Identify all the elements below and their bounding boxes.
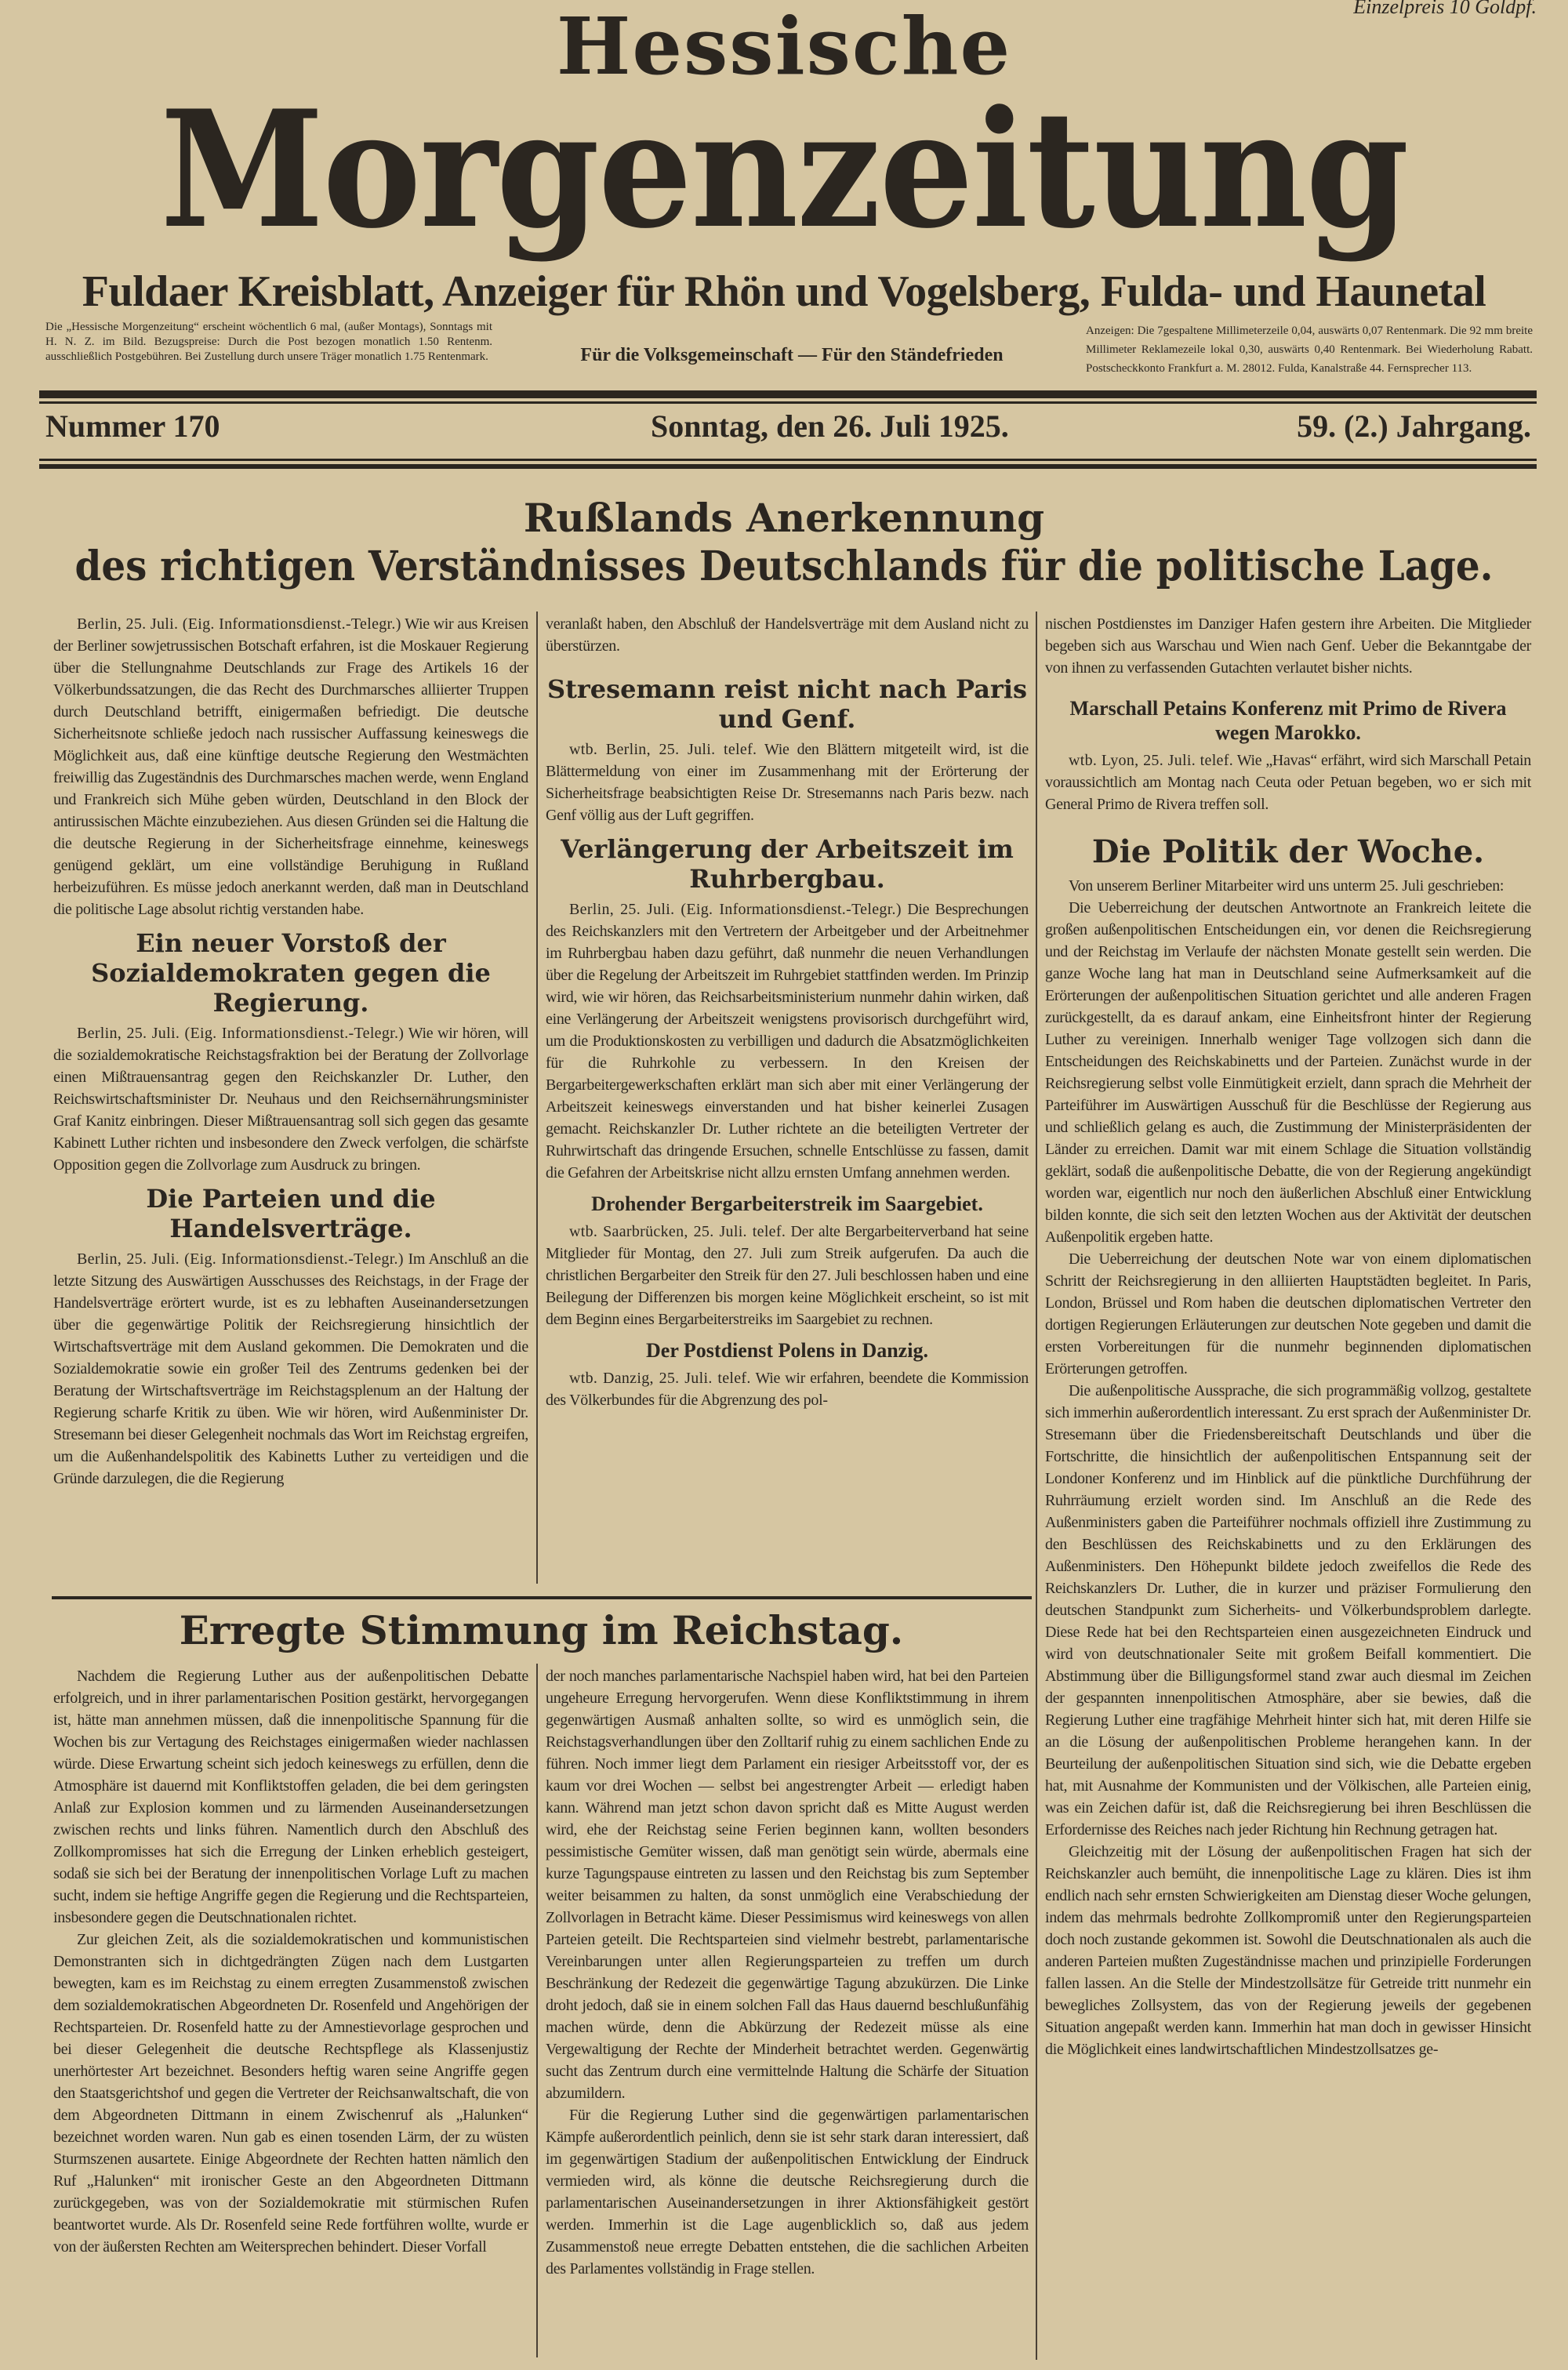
article-danzig-continued: nischen Postdienstes im Danziger Hafen gestern ihre Arbeiten. Die Mitglieder begeben sich aus Warschau und Wien nach Genf. Ueber die Bekanntgabe der von ihnen zu verfassenden Gutachten verlautet bisher nichts. bbox=[1045, 615, 1531, 677]
masthead-title: Morgenzeitung bbox=[160, 76, 1408, 264]
article-text: Wie wir hören, will die sozialdemokratische Reichstagsfraktion bei der Beratung der Zollvorlage einen Mißtrauensantrag gegen den Reichskanzler Dr. Luther, den Reichswirtschaftsminister Dr. Neuhaus und den Reichsernährungsminister Graf Kanitz einbringen. Dieser Mißtrauensantrag soll sich gegen das gesamte Kabinett Luther richten und insbesondere den Zweck verfolgen, die schärfste Opposition gegen die Zollvorlage zum Ausdruck zu bringen. bbox=[53, 1025, 529, 1174]
masthead-title-top: Hessische bbox=[556, 0, 1012, 93]
price-label: Einzelpreis 10 Goldpf. bbox=[1353, 0, 1537, 18]
article-paragraph: Zur gleichen Zeit, als die sozialdemokratischen und kommunistischen Demonstranten sich in dichtgedrängten Zügen nach dem Lustgarten bewegten, kam es im Reichstag zu einem erregten Zusammenstoß zwischen dem sozialdemokratischen Abgeordneten Dr. Rosenfeld und Angehörigen der Rechtsparteien. Dr. Rosenfeld hatte zu der Amnestievorlage gesprochen und bei dieser Gelegenheit die deutsche Rechtspflege als Klassenjustiz unerhörtester Art bezeichnet. Besonders heftig waren seine Angriffe gegen den Staatsgerichtshof und gegen die Vertreter der Reichsanwaltschaft, die von dem Abgeordneten Dittmann in einem Zwischenruf als „Halunken“ bezeichnet worden waren. Nun gab es einen tosenden Lärm, der zu wüsten Sturmszenen ausartete. Einige Abgeordnete der Rechten hatten nämlich den Ruf „Halunken“ mit ironischer Geste an den Abgeordneten Dittmann zurückgegeben, was von der Sozialdemokratie mit stürmischen Rufen beantwortet wurde. Als Dr. Rosenfeld seine Rede fortführen wollte, wurde er von der äußersten Rechten am Weitersprechen behindert. Dieser Vorfall bbox=[53, 1931, 528, 2256]
article-text: Wie wir erfahren, beendete die Kommission des Völkerbundes für die Abgrenzung des pol- bbox=[546, 1370, 1029, 1409]
lead-article-body bbox=[53, 613, 528, 920]
headline-petain: Marschall Petains Konferenz mit Primo de Rivera wegen Marokko. bbox=[1069, 697, 1507, 744]
article-text: Im Anschluß an die letzte Sitzung des Auswärtigen Ausschusses des Reichstags, in der Frage der Handelsverträge erörtert wurde, ist es zu lebhaften Auseinandersetzungen über die gegenwärtige Politik der Reichsregierung hinsichtlich der Wirtschaftsverträge mit dem Ausland gekommen. Die Demokraten und die Sozialdemokratie sowie ein großer Teil des Zentrums gedenken bei der Beratung der Wirtschaftsverträge im Reichstagsplenum an der Haltung der Regierung scharfe Kritik zu üben. Wie wir hören, wird Außenminister Dr. Stresemann bei dieser Gelegenheit nochmals das Wort im Reichstag ergreifen, um die Außenhandelspolitik des Kabinetts Luther zu verteidigen und die Gründe darzulegen, die die Regierung bbox=[53, 1250, 529, 1487]
article-paragraph: Die Ueberreichung der deutschen Antwortnote an Frankreich leitete die großen außenpolitischen Entscheidungen ein, vor denen die Reichsregierung und der Reichstag im Verlaufe der nächsten Monate gestellt sein werden. Die ganze Woche lang hat man in Deutschland seine Aufmerksamkeit auf die Erörterungen der außenpolitischen Situation gerichtet und alle anderen Fragen zurückgestellt, da es darauf ankam, eine Einheitsfront hinter der Regierung Luther zu vereinigen. Innerhalb weniger Tage vollzogen sich dann die Entscheidungen des Reichskabinetts und der Parteien. Zunächst wurde in der Reichsregierung selbst volle Einmütigkeit erzielt, dann sprach die Mehrheit der Parteiführer im Auswärtigen Ausschuß für die Beschlüsse der Regierung aus und schließlich gelang es auch, die Zustimmung der Ministerpräsidenten der Länder zu erreichen. Damit war mit einem Schlage die Situation vollständig geklärt, sodaß die außenpolitische Debatte, die von der Regierung angekündigt worden war, eigentlich nur noch den äußerlichen Abschluß einer Entwicklung bilden konnte, die sich seit den letzten Wochen aus der Aktivität der deutschen Außenpolitik ergeben hatte. bbox=[1045, 899, 1531, 1246]
headline-politik-der-woche: Die Politik der Woche. bbox=[1091, 833, 1485, 870]
dateline-rule bbox=[39, 459, 1537, 461]
article-text: Wie den Blättern mitgeteilt wird, ist die Blättermeldung von einer im Zusammenhang mit der Erörterung der Sicherheitsfrage beabsichtigten Reise Dr. Stresemanns nach Paris bezw. nach Genf völlig aus der Luft gegriffen. bbox=[546, 741, 1029, 824]
lead-text: Wie wir aus Kreisen der Berliner sowjetrussischen Botschaft erfahren, ist die Moskauer Regierung über die Stellungnahme Deutschlands zur Frage des Artikels 16 der Völkerbundssatzungen, die das Recht des Durchmarsches alliierter Truppen durch Deutschland betrifft, einigermaßen befriedigt. Die deutsche Sicherheitsnote schließe jedoch nach russischer Auffassung keineswegs die Möglichkeit aus, daß eine künftige deutsche Regierung den Westmächten freiwillig das Zugeständnis des Durchmarsches machen werde, wenn England und Frankreich sich Mühe geben würden, Deutschland in den Block der antirussischen Mächte einzubeziehen. Aus diesen Gründen sei die Haltung die die deutsche Regierung in der Sicherheitsfrage einnehme, keineswegs genügend geklärt, um eine vollständige Beruhigung in Rußland herbeizuführen. Es müsse jedoch anerkannt werden, daß man in Deutschland die politische Lage absolut richtig verstanden habe. bbox=[53, 615, 529, 918]
article-dateline: wtb. Saarbrücken, 25. Juli. telef. bbox=[569, 1223, 786, 1240]
lead-headline-line-2: des richtigen Verständnisses Deutschlands für die politische Lage. bbox=[74, 543, 1494, 590]
article-petain bbox=[1045, 749, 1531, 815]
dateline-rule-thick bbox=[39, 464, 1537, 469]
article-text: Wie „Havas“ erfährt, wird sich Marschall Petain voraussichtlich am Montag nach Ceuta oder Petuan begeben, wo er sich mit General Primo de Rivera treffen soll. bbox=[1045, 752, 1531, 813]
column-1 bbox=[53, 613, 528, 1490]
headline-stresemann: Stresemann reist nicht nach Paris und Genf. bbox=[546, 674, 1027, 734]
article-sozialdemokraten bbox=[53, 1022, 528, 1176]
masthead-subtitle: Fuldaer Kreisblatt, Anzeiger für Rhön und Vogelsberg, Fulda- und Haunetal bbox=[82, 267, 1486, 316]
advertising-info: Anzeigen: Die 7gespaltene Millimeterzeile 0,04, auswärts 0,07 Rentenmark. Die 92 mm breite Millimeter Reklamezeile lokal 0,30, auswärts 0,40 Rentenmark. Bei Wiederholung Rabatt. Postscheckkonto Frankfurt a. M. 28012. Fulda, Kanalstraße 44. Fernsprecher 113. bbox=[1086, 325, 1533, 375]
column-3 bbox=[1045, 613, 1531, 2060]
headline-reichstag: Erregte Stimmung im Reichstag. bbox=[179, 1607, 904, 1653]
column-divider bbox=[536, 1664, 538, 2357]
article-handelsvertraege bbox=[53, 1248, 528, 1490]
issue-date: Sonntag, den 26. Juli 1925. bbox=[651, 408, 1009, 444]
article-dateline: wtb. Berlin, 25. Juli. telef. bbox=[569, 741, 757, 758]
lead-dateline: Berlin, 25. Juli. (Eig. Informationsdienst.-Telegr.) bbox=[77, 615, 401, 633]
article-dateline: Berlin, 25. Juli. (Eig. Informationsdienst.-Telegr.) bbox=[77, 1025, 405, 1042]
masthead-rule-thin bbox=[39, 401, 1537, 404]
section-rule bbox=[52, 1596, 1032, 1599]
issue-number: Nummer 170 bbox=[45, 408, 220, 444]
article-saargebiet bbox=[546, 1221, 1029, 1330]
article-dateline: Berlin, 25. Juli. (Eig. Informationsdienst.-Telegr.) bbox=[77, 1250, 404, 1268]
article-dateline: wtb. Danzig, 25. Juli. telef. bbox=[569, 1370, 751, 1387]
column-divider bbox=[536, 612, 538, 1584]
headline-danzig: Der Postdienst Polens in Danzig. bbox=[646, 1339, 928, 1362]
column-divider bbox=[1036, 612, 1037, 2360]
issue-dateline bbox=[45, 408, 1531, 455]
lead-headline bbox=[0, 494, 1568, 591]
article-handelsvertraege-continued: veranlaßt haben, den Abschluß der Handelsverträge mit dem Ausland nicht zu überstürzen. bbox=[546, 615, 1029, 655]
lead-headline-line-1: Rußlands Anerkennung bbox=[523, 495, 1045, 541]
article-dateline: wtb. Lyon, 25. Juli. telef. bbox=[1069, 752, 1233, 769]
article-danzig bbox=[546, 1367, 1029, 1411]
masthead-rule bbox=[39, 390, 1537, 398]
article-text: Die Besprechungen des Reichskanzlers mit den Vertretern der Arbeitgeber und der Arbeitnehmer im Ruhrbergbau haben dazu geführt, daß nunmehr die neuen Verhandlungen über die Regelung der Arbeitszeit im Ruhrgebiet stattfinden werden. Im Prinzip wird, wie wir hören, das Reichsarbeitsministerium nunmehr dahin wirken, daß eine Verlängerung der Arbeitszeit wenigstens provisorisch durchgeführt wird, um die Produktionskosten zu verbilligen und dadurch die Absatzmöglichkeiten für die Ruhrkohle zu verbessern. In den Kreisen der Bergarbeitergewerkschaften erklärt man sich aber mit einer Verlängerung der Arbeitszeit keineswegs einverstanden und hat bisher keinerlei Zusagen gemacht. Reichskanzler Dr. Luther richtete an die beteiligten Vertreter der Ruhrwirtschaft das dringende Ersuchen, schnelle Entschlüsse zu fassen, damit die Gefahren der Arbeitskrise nicht allzu ernsten Umfang annehmen werden. bbox=[546, 901, 1029, 1181]
headline-saargebiet: Drohender Bergarbeiterstreik im Saargebiet. bbox=[591, 1192, 983, 1215]
headline-sozialdemokraten: Ein neuer Vorstoß der Sozialdemokraten gegen die Regierung. bbox=[91, 928, 491, 1018]
article-paragraph: Die Ueberreichung der deutschen Note war von einem diplomatischen Schritt der Reichsregierung in den alliierten Hauptstädten begleitet. In Paris, London, Brüssel und Rom haben die deutschen diplomatischen Vertreter den dortigen Regierungen Erläuterungen zur deutschen Note gegeben und damit die ersten Vorbereitungen für die nunmehr beginnenden diplomatischen Erörterungen getroffen. bbox=[1045, 1250, 1531, 1377]
article-paragraph: Die außenpolitische Aussprache, die sich programmäßig vollzog, gestaltete sich immerhin außerordentlich interessant. Zu erst sprach der Außenminister Dr. Stresemann über die Friedensbereitschaft Deutschlands und über die Fortschritte, die hinsichtlich der außenpolitischen Entspannung seit der Londoner Konferenz und im Hinblick auf die pünktliche Durchführung der Ruhrräumung erzielt worden sind. Im Anschluß an die Rede des Außenministers gaben die Parteiführer nochmals offiziell ihre Zustimmung zu den Beschlüssen des Reichskabinetts und zu den Erklärungen des Außenministers. Den Höhepunkt bildete jedoch zweifellos die Rede des Reichskanzlers Dr. Luther, die in kurzer und präziser Formulierung den deutschen Standpunkt zum Sicherheits- und Völkerbundsproblem darlegte. Diese Rede hat bei den Rechtsparteien einen ausgezeichneten Eindruck und wird von deutschnationaler Seite mit großem Beifall kommentiert. Die Abstimmung über die Billigungsformel stand zwar auch diesmal im Zeichen der gespannten innenpolitischen Atmosphäre, aber sie bewies, daß die Regierung Luther eine tragfähige Mehrheit hinter sich hat, mit deren Hilfe sie an die Lösung der außenpolitischen Probleme herangehen kann. In der Beurteilung der außenpolitischen Situation sind sich, wie die Debatte ergeben hat, mit Ausnahme der Kommunisten und der Völkischen, alle Parteien einig, was ein Zeichen dafür ist, daß die Reichsregierung bei ihren Beschlüssen die Erfordernisse des Reiches nach jeder Richtung hin Rechnung getragen hat. bbox=[1045, 1382, 1531, 1838]
article-paragraph: Nachdem die Regierung Luther aus der außenpolitischen Debatte erfolgreich, und in ihrer parlamentarischen Position gestärkt, hervorgegangen ist, hätte man annehmen müssen, daß die innenpolitische Spannung für die Wochen bis zur Vertagung des Reichstages einigermaßen wieder nachlassen würde. Diese Erwartung scheint sich jedoch keineswegs zu erfüllen, denn die Atmosphäre ist dauernd mit Konfliktstoffen geladen, die bei dem geringsten Anlaß zur Explosion kommen und zu lärmenden Auseinandersetzungen zwischen rechts und links führen. Namentlich durch den Abschluß des Zollkompromisses hat sich die Erregung der Linken erheblich gesteigert, sodaß sie sich bei der Beratung der innenpolitischen Vorlage Luft zu machen sucht, indem sie heftige Angriffe gegen die Regierung und die Rechtsparteien, insbesondere gegen die Deutschnationalen richtet. bbox=[53, 1668, 528, 1926]
article-paragraph: Gleichzeitig mit der Lösung der außenpolitischen Fragen hat sich der Reichskanzler auch bemüht, die innenpolitische Lage zu klären. Dies ist ihm endlich nach sehr ernsten Schwierigkeiten am Dienstag dieser Woche gelungen, indem das mehrmals bedrohte Zollkompromiß unter den Regierungsparteien doch noch zustande gekommen ist. Sowohl die Deutschnationalen als auch die anderen Parteien mußten Zugeständnisse machen und prinzipielle Forderungen fallen lassen. An die Stelle der Mindestzollsätze für Getreide tritt nunmehr ein bewegliches Zollsystem, das von der Regierung jeweils der gegebenen Situation angepaßt werden kann. Immerhin hat man doch in gewisser Hinsicht die Möglichkeit eines landwirtschaftlichen Mindestzollsatzes ge- bbox=[1045, 1843, 1531, 2058]
article-dateline: Berlin, 25. Juli. (Eig. Informationsdienst.-Telegr.) bbox=[569, 901, 902, 918]
issue-volume: 59. (2.) Jahrgang. bbox=[1297, 408, 1531, 444]
article-ruhrbergbau bbox=[546, 898, 1029, 1184]
article-paragraph: Für die Regierung Luther sind die gegenwärtigen parlamentarischen Kämpfe außerordentlich peinlich, denn sie ist sehr stark daran interessiert, daß im gegenwärtigen Stadium der außenpolitischen Entwicklung der Eindruck vermieden wird, als könne die deutsche Reichsregierung durch die parlamentarischen Auseinandersetzungen in ihrer Aktionsfähigkeit gestört werden. Immerhin ist die Lage augenblicklich so, daß aus jedem Zusammenstoß neue erregte Debatten entstehen, die die sachlichen Arbeiten des Parlamentes vollständig in Frage stellen. bbox=[546, 2107, 1029, 2277]
reichstag-column-1 bbox=[53, 1665, 528, 2258]
column-2 bbox=[546, 613, 1029, 1411]
motto: Für die Volksgemeinschaft — Für den Ständefrieden bbox=[580, 345, 1004, 365]
article-paragraph: der noch manches parlamentarische Nachspiel haben wird, hat bei den Parteien ungeheure Erregung hervorgerufen. Wenn diese Konfliktstimmung in ihrem gegenwärtigen Ausmaß anhalten sollte, so wird es unmöglich sein, die Reichstagsverhandlungen über den Zolltarif ruhig zu einem sachlichen Ende zu führen. Noch immer liegt dem Parlament ein riesiger Arbeitsstoff vor, der es kaum vor drei Wochen — selbst bei angestrengter Arbeit — erledigt haben kann. Während man jetzt schon davon spricht daß es Mitte August werden wird, ehe der Reichstag seine Ferien beginnen kann, wollten besonders pessimistische Gemüter wissen, daß man genötigt sein würde, abermals eine kurze Tagungspause eintreten zu lassen und den Reichstag bis zum September weiter beisammen zu halten, da sonst unmöglich eine Verabschiedung der Zollvorlagen in Betracht käme. Dieser Pessimismus wird keineswegs von allen Parteien geteilt. Die Rechtsparteien sind vielmehr bestrebt, parlamentarische Vereinbarungen unter allen Regierungsparteien zu treffen um durch Beschränkung der Redezeit die gegenwärtige Tagung abzukürzen. Die Linke droht jedoch, daß sie in einem solchen Fall das Haus dauernd beschlußunfähig machen würde, denn die Abkürzung der Redezeit müsse als eine Vergewaltigung der Rechte der Minderheit betrachtet werden. Gegenwärtig sucht das Zentrum durch eine vermittelnde Haltung die Schärfe der Situation abzumildern. bbox=[546, 1668, 1029, 2102]
article-stresemann bbox=[546, 739, 1029, 826]
article-byline: Von unserem Berliner Mitarbeiter wird uns unterm 25. Juli geschrieben: bbox=[1069, 877, 1504, 895]
reichstag-column-2 bbox=[546, 1665, 1029, 2280]
headline-handelsvertraege: Die Parteien und die Handelsverträge. bbox=[146, 1184, 436, 1243]
headline-ruhrbergbau: Verlängerung der Arbeitszeit im Ruhrbergbau. bbox=[561, 834, 1014, 894]
article-text: Der alte Bergarbeiterverband hat seine Mitglieder für Montag, den 27. Juli zum Streik aufgerufen. Da auch die christlichen Bergarbeiter den Streik für den 27. Juli beschlossen haben und eine Beilegung der Differenzen bis morgen keine Möglichkeit erscheint, so ist mit dem Beginn eines Bergarbeiterstreiks im Saargebiet zu rechnen. bbox=[546, 1223, 1029, 1328]
subscription-info: Die „Hessische Morgenzeitung“ erscheint wöchentlich 6 mal, (außer Montags), Sonntags mit H. N. Z. im Bild. Bezugspreise: Durch die Post bezogen monatlich 1.50 Rentenm. ausschließlich Postgebühren. Bei Zustellung durch unsere Träger monatlich 1.75 Rentenmark. bbox=[45, 321, 492, 363]
